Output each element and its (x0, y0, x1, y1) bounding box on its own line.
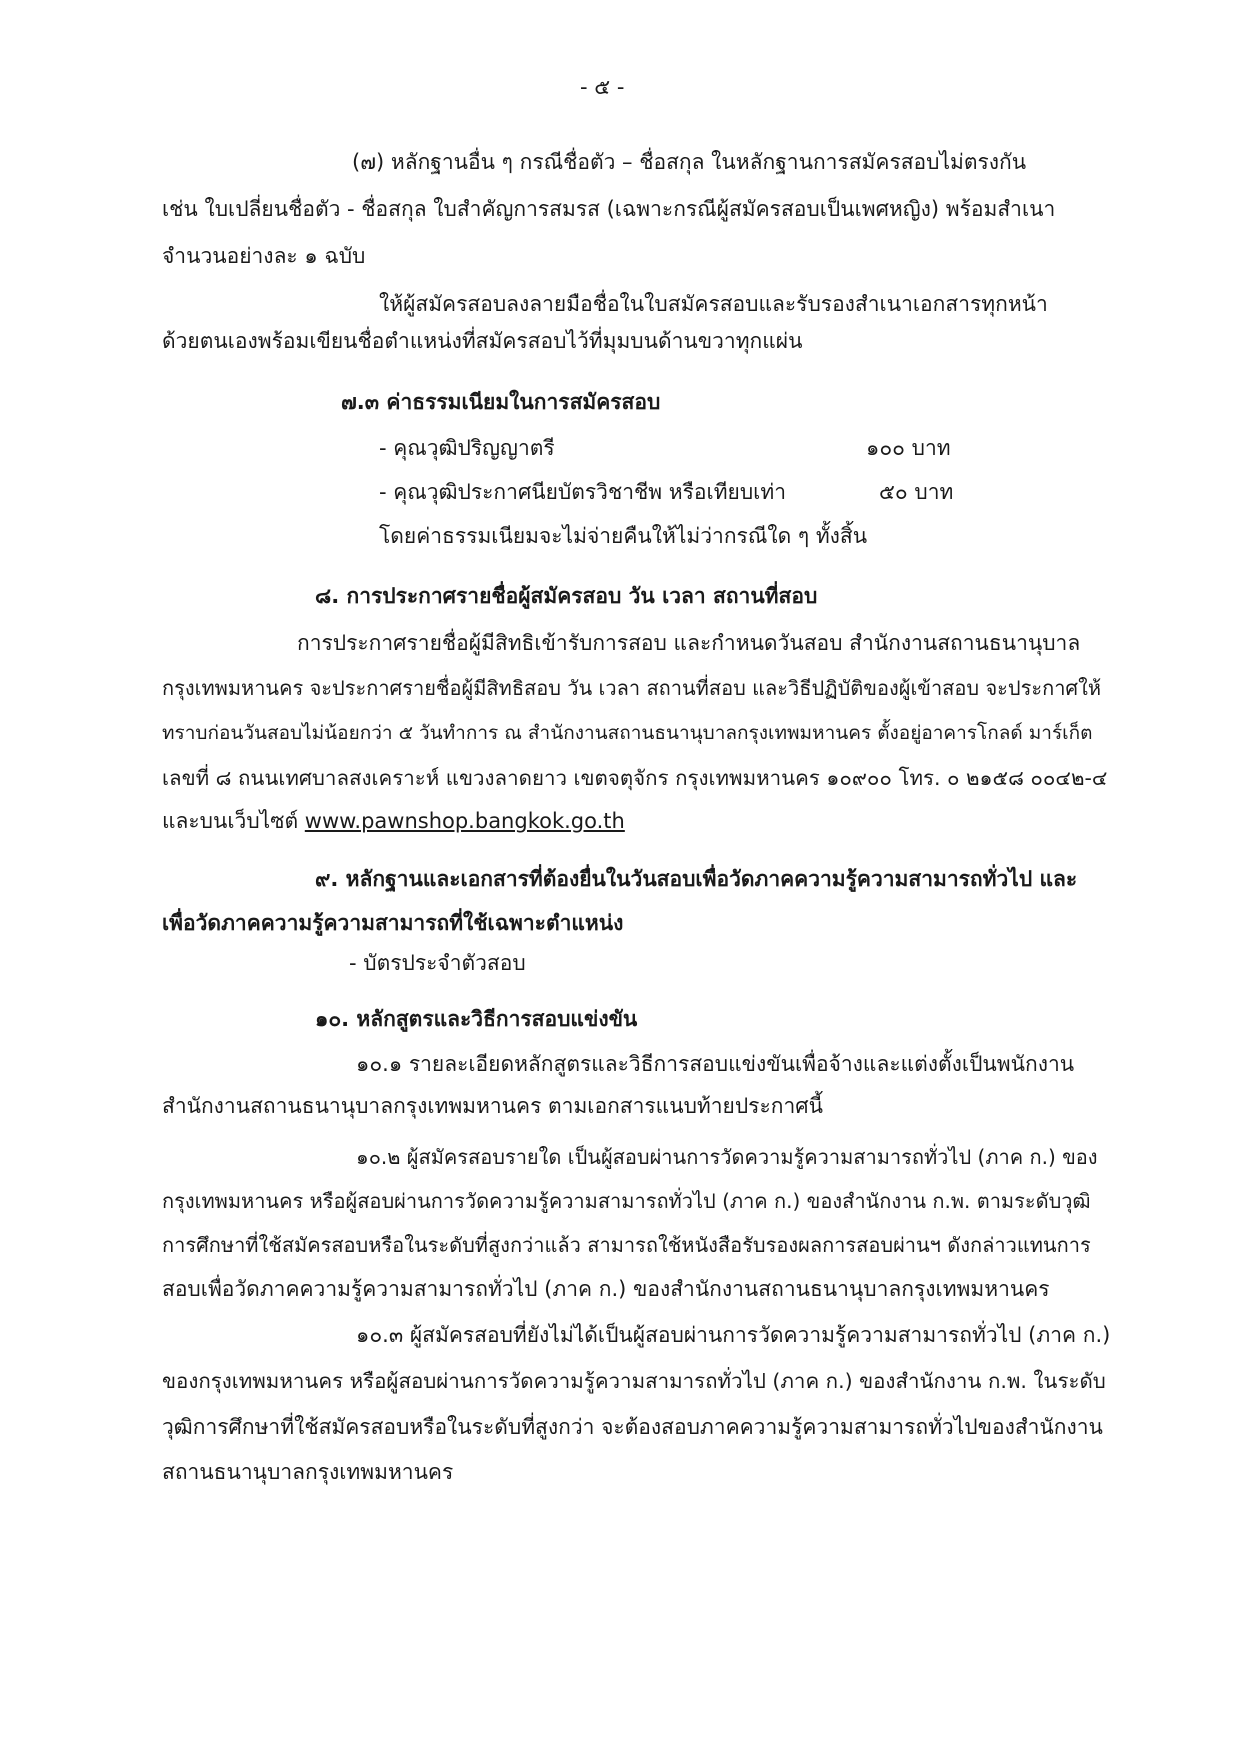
s8-line4: เลขที่ ๘ ถนนเทศบาลสงเคราะห์ แขวงลาดยาว เขตจตุจักร กรุงเทพมหานคร ๑๐๙๐๐ โทร. ๐ ๒๑๕๘ ๐๐๔๒-๔ (162, 766, 1108, 790)
fee-item-label: - คุณวุฒิปริญญาตรี (379, 436, 555, 460)
s10-p3-line1: ๑๐.๓ ผู้สมัครสอบที่ยังไม่ได้เป็นผู้สอบผ่านการวัดความรู้ความสามารถทั่วไป (ภาค ก.) (356, 1323, 1111, 1347)
s9-item: - บัตรประจำตัวสอบ (349, 951, 526, 975)
sign-note-line2: ด้วยตนเองพร้อมเขียนชื่อตำแหน่งที่สมัครสอบไว้ที่มุมบนด้านขวาทุกแผ่น (162, 329, 803, 353)
s10-p3-line4: สถานธนานุบาลกรุงเทพมหานคร (162, 1460, 454, 1484)
s10-p1-line2: สำนักงานสถานธนานุบาลกรุงเทพมหานคร ตามเอกสารแนบท้ายประกาศนี้ (162, 1094, 823, 1118)
s8-line2: กรุงเทพมหานคร จะประกาศรายชื่อผู้มีสิทธิสอบ วัน เวลา สถานที่สอบ และวิธีปฏิบัติของผู้เข้าสอบ จะประกาศให้ (162, 676, 1102, 700)
sign-note-line1: ให้ผู้สมัครสอบลงลายมือชื่อในใบสมัครสอบและรับรองสำเนาเอกสารทุกหน้า (379, 292, 1048, 316)
s10-p2-line4: สอบเพื่อวัดภาคความรู้ความสามารถทั่วไป (ภาค ก.) ของสำนักงานสถานธนานุบาลกรุงเทพมหานคร (162, 1277, 1050, 1301)
fee-item-amount: ๕๐ บาท (879, 480, 954, 504)
fee-item-amount: ๑๐๐ บาท (866, 436, 951, 460)
s10-p2-line3: การศึกษาที่ใช้สมัครสอบหรือในระดับที่สูงกว่าแล้ว สามารถใช้หนังสือรับรองผลการสอบผ่านฯ ดังกล่าวแทนการ (162, 1233, 1091, 1257)
fee-item-label: - คุณวุฒิประกาศนียบัตรวิชาชีพ หรือเทียบเท่า (379, 480, 786, 504)
fee-note: โดยค่าธรรมเนียมจะไม่จ่ายคืนให้ไม่ว่ากรณีใด ๆ ทั้งสิ้น (379, 524, 868, 548)
s8-line5 (162, 806, 625, 836)
s10-p3-line2: ของกรุงเทพมหานคร หรือผู้สอบผ่านการวัดความรู้ความสามารถทั่วไป (ภาค ก.) ของสำนักงาน ก.พ. ในระดับ (162, 1369, 1106, 1393)
s10-p3-line3: วุฒิการศึกษาที่ใช้สมัครสอบหรือในระดับที่สูงกว่า จะต้องสอบภาคความรู้ความสามารถทั่วไปของสำนักงาน (162, 1415, 1103, 1439)
s10-p1-line1: ๑๐.๑ รายละเอียดหลักสูตรและวิธีการสอบแข่งขันเพื่อจ้างและแต่งตั้งเป็นพนักงาน (356, 1052, 1075, 1076)
section-9-heading-line1: ๙. หลักฐานและเอกสารที่ต้องยื่นในวันสอบเพื่อวัดภาคความรู้ความสามารถทั่วไป และ (315, 867, 1078, 891)
page-number: - ๕ - (580, 75, 625, 99)
fee-heading: ๗.๓ ค่าธรรมเนียมในการสมัครสอบ (341, 390, 661, 414)
s10-p2-line2: กรุงเทพมหานคร หรือผู้สอบผ่านการวัดความรู้ความสามารถทั่วไป (ภาค ก.) ของสำนักงาน ก.พ. ตามระดับวุฒิ (162, 1189, 1091, 1213)
s10-p2-line1: ๑๐.๒ ผู้สมัครสอบรายใด เป็นผู้สอบผ่านการวัดความรู้ความสามารถทั่วไป (ภาค ก.) ของ (356, 1145, 1098, 1169)
s8-line1: การประกาศรายชื่อผู้มีสิทธิเข้ารับการสอบ และกำหนดวันสอบ สำนักงานสถานธนานุบาล (297, 631, 1081, 655)
website-prefix: และบนเว็บไซต์ (162, 809, 305, 833)
section-9-heading-line2: เพื่อวัดภาคความรู้ความสามารถที่ใช้เฉพาะตำแหน่ง (162, 911, 624, 935)
website-link[interactable]: www.pawnshop.bangkok.go.th (304, 809, 625, 833)
s8-line3: ทราบก่อนวันสอบไม่น้อยกว่า ๕ วันทำการ ณ สำนักงานสถานธนานุบาลกรุงเทพมหานคร ตั้งอยู่อาคารโกลด์ มาร์เก็ต (162, 722, 1093, 744)
p7-line3: จำนวนอย่างละ ๑ ฉบับ (162, 244, 366, 268)
section-8-heading: ๘. การประกาศรายชื่อผู้สมัครสอบ วัน เวลา สถานที่สอบ (315, 584, 818, 608)
p7-line1: (๗) หลักฐานอื่น ๆ กรณีชื่อตัว – ชื่อสกุล ในหลักฐานการสมัครสอบไม่ตรงกัน (352, 150, 1027, 174)
section-10-heading: ๑๐. หลักสูตรและวิธีการสอบแข่งขัน (315, 1007, 638, 1031)
p7-line2: เช่น ใบเปลี่ยนชื่อตัว - ชื่อสกุล ใบสำคัญการสมรส (เฉพาะกรณีผู้สมัครสอบเป็นเพศหญิง) พร้อมสำเนา (162, 197, 1056, 221)
